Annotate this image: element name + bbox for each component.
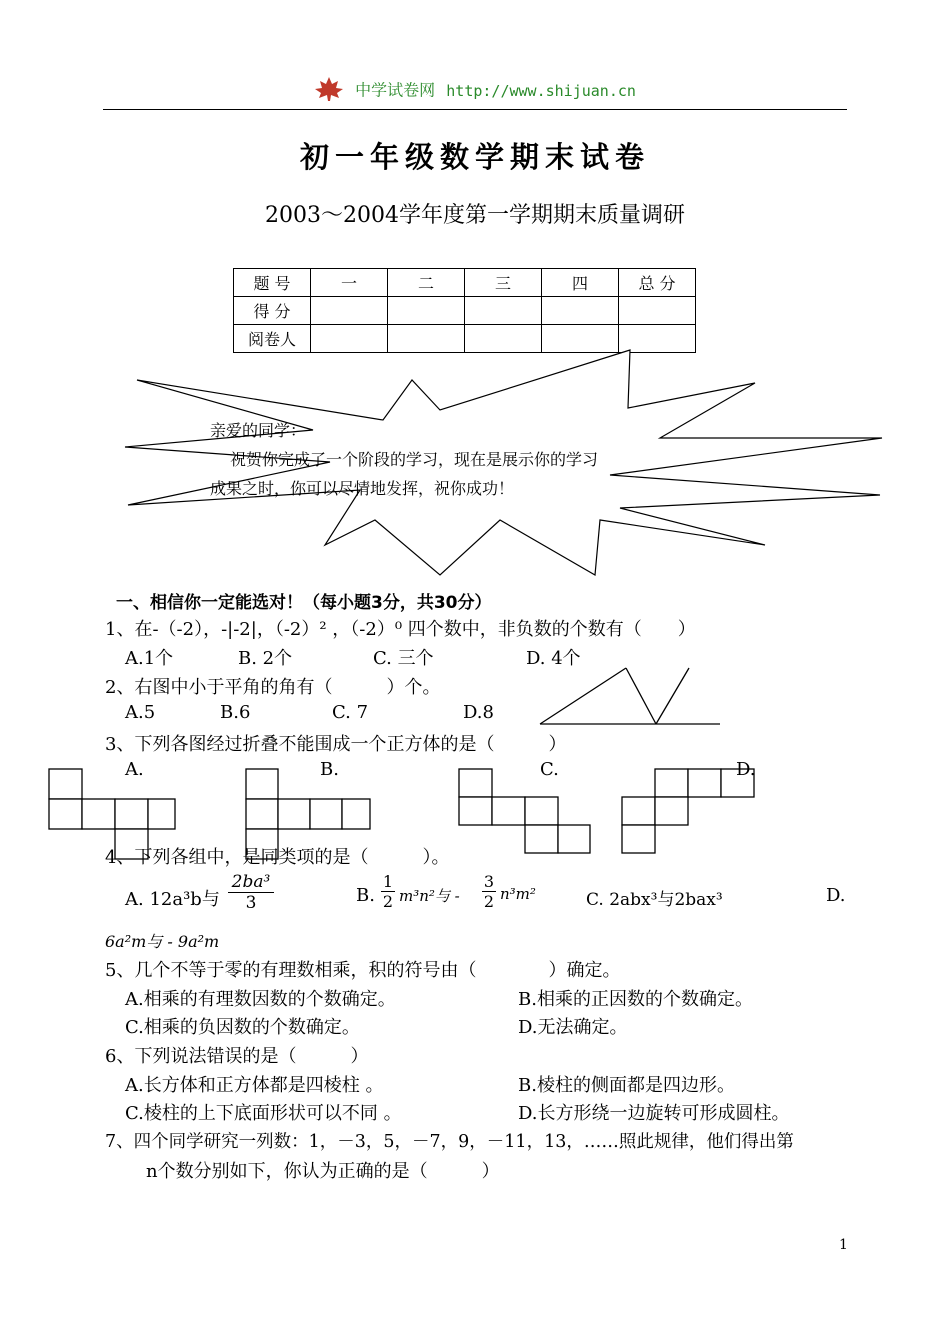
question-6-option-a[interactable]: A.长方体和正方体都是四棱柱 。: [125, 1075, 384, 1096]
score-table-cell: 阅卷人: [234, 325, 311, 353]
question-4-option-c[interactable]: C. 2abx³与2bax³: [586, 890, 723, 910]
site-url[interactable]: http://www.shijuan.cn: [446, 81, 636, 100]
greeting-line-2: 祝贺你完成了一个阶段的学习，现在是展示你的学习: [230, 450, 599, 469]
question-2-option-c[interactable]: C. 7: [332, 702, 369, 723]
option-b-fraction-1: [381, 872, 395, 911]
question-4-option-d[interactable]: D.: [826, 885, 846, 906]
cube-net-c: [459, 769, 590, 853]
question-4-stem: 4、下列各组中，是同类项的是（ ）。: [105, 847, 450, 868]
question-6-option-b[interactable]: B.棱柱的侧面都是四边形。: [518, 1075, 735, 1096]
page-subtitle: 2003～2004学年度第一学期期末质量调研: [265, 203, 685, 228]
score-table-cell: 二: [388, 269, 465, 297]
greeting-line-3: 成果之时，你可以尽情地发挥，祝你成功！: [210, 479, 515, 498]
question-5-option-d[interactable]: D.无法确定。: [518, 1017, 628, 1038]
section-heading: 一、相信你一定能选对！（每小题3分，共30分）: [116, 593, 492, 613]
question-7-stem-2: n个数分别如下，你认为正确的是（ ）: [146, 1161, 500, 1182]
question-2-option-d[interactable]: D.8: [463, 702, 494, 723]
question-1-option-c[interactable]: C. 三个: [373, 648, 434, 669]
question-5-option-a[interactable]: A.相乘的有理数因数的个数确定。: [125, 989, 396, 1010]
fraction-denominator: 2: [382, 892, 394, 911]
question-4-option-a[interactable]: [125, 885, 220, 911]
question-1-stem: 1、在-（-2），-|-2|，（-2）² ，（-2）⁰ 四个数中，非负数的个数有（ ）: [105, 619, 696, 640]
page-title: 初一年级数学期末试卷: [299, 140, 650, 174]
option-a-fraction: [228, 872, 274, 913]
question-5-option-c[interactable]: C.相乘的负因数的个数确定。: [125, 1017, 360, 1038]
option-b-fraction-2: [482, 872, 496, 911]
question-3-option-b[interactable]: B.: [320, 759, 339, 780]
option-b-middle: m³n²与 -: [399, 887, 460, 905]
score-table-cell: 总 分: [619, 269, 696, 297]
question-2-option-b[interactable]: B.6: [220, 702, 251, 723]
question-6-stem: 6、下列说法错误的是（ ）: [105, 1046, 369, 1067]
question-5-option-b[interactable]: B.相乘的正因数的个数确定。: [518, 989, 753, 1010]
score-table-cell: 三: [465, 269, 542, 297]
question-2-option-a[interactable]: A.5: [125, 702, 156, 723]
score-table-cell: 四: [542, 269, 619, 297]
question-6-option-c[interactable]: C.棱柱的上下底面形状可以不同 。: [125, 1103, 402, 1124]
question-3-stem: 3、下列各图经过折叠不能围成一个正方体的是（ ）: [105, 734, 567, 755]
fraction-denominator: 3: [245, 893, 257, 913]
angle-figure: [540, 668, 720, 724]
score-table-cell: 一: [311, 269, 388, 297]
cube-net-d: [622, 769, 754, 853]
question-7-stem: 7、四个同学研究一列数：1，－3，5，－7，9，－11，13，……照此规律，他们得出第: [105, 1132, 794, 1152]
question-1-option-d[interactable]: D. 4个: [526, 648, 581, 669]
option-b-end: n³m²: [500, 885, 536, 903]
greeting-line-1: 亲爱的同学：: [210, 421, 307, 440]
fraction-numerator: 2ba³: [228, 872, 274, 893]
question-1-option-b[interactable]: B. 2个: [238, 648, 293, 669]
question-3-option-a[interactable]: A.: [125, 759, 144, 780]
score-table-cell: 得 分: [234, 297, 311, 325]
page-number: 1: [839, 1237, 848, 1253]
question-2-stem: 2、右图中小于平角的角有（ ）个。: [105, 677, 441, 698]
fraction-numerator: 1: [382, 872, 394, 891]
fraction-denominator: 2: [483, 892, 495, 911]
site-name: 中学试卷网: [355, 80, 436, 100]
fraction-numerator: 3: [483, 872, 495, 891]
question-1-option-a[interactable]: A.1个: [125, 648, 174, 669]
option-d-expr: 6a²m与 - 9a²m: [105, 932, 220, 951]
question-3-option-c[interactable]: C.: [540, 759, 559, 780]
option-a-expr: A. 12a³b与: [125, 889, 220, 910]
question-4-option-b[interactable]: B.: [356, 885, 375, 906]
score-table-cell: 题 号: [234, 269, 311, 297]
question-5-stem: 5、几个不等于零的有理数相乘，积的符号由（ ）确定。: [105, 960, 621, 981]
question-3-option-d[interactable]: D.: [736, 759, 756, 780]
question-6-option-d[interactable]: D.长方形绕一边旋转可形成圆柱。: [518, 1103, 790, 1124]
